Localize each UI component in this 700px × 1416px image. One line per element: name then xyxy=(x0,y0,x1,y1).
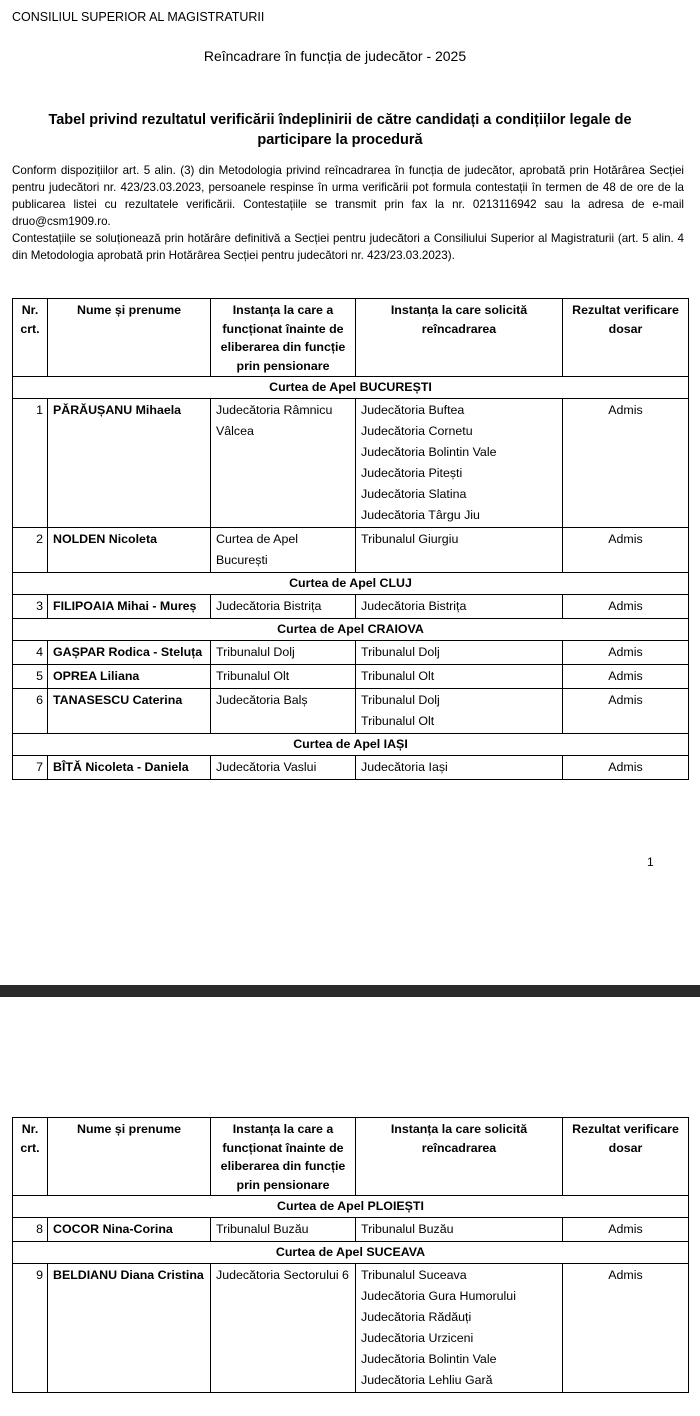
verification-result: Admis xyxy=(563,641,689,665)
verification-result: Admis xyxy=(563,528,689,573)
table-row xyxy=(13,528,689,573)
verification-result: Admis xyxy=(563,399,689,528)
requested-court: Tribunalul Olt xyxy=(361,714,435,728)
requested-courts xyxy=(356,641,563,665)
requested-court: Tribunalul Buzău xyxy=(361,1222,454,1236)
page-number: 1 xyxy=(647,855,654,869)
previous-court: Tribunalul Buzău xyxy=(211,1218,356,1242)
court-group-label: Curtea de Apel SUCEAVA xyxy=(13,1242,689,1264)
requested-courts xyxy=(356,756,563,780)
candidate-name: PĂRĂUȘANU Mihaela xyxy=(48,399,211,528)
table-row xyxy=(13,1264,689,1393)
candidate-name: NOLDEN Nicoleta xyxy=(48,528,211,573)
table-row xyxy=(13,641,689,665)
column-header-name: Nume și prenume xyxy=(48,299,211,377)
requested-court: Tribunalul Dolj xyxy=(361,645,440,659)
verification-result: Admis xyxy=(563,1264,689,1393)
requested-court: Judecătoria Târgu Jiu xyxy=(361,508,480,522)
requested-courts xyxy=(356,665,563,689)
court-group-label: Curtea de Apel BUCUREȘTI xyxy=(13,377,689,399)
court-group-row xyxy=(13,619,689,641)
requested-court: Judecătoria Bolintin Vale xyxy=(361,445,497,459)
previous-court: Judecătoria Vaslui xyxy=(211,756,356,780)
court-group-label: Curtea de Apel PLOIEȘTI xyxy=(13,1196,689,1218)
court-group-row xyxy=(13,1242,689,1264)
table-row xyxy=(13,1218,689,1242)
verification-result: Admis xyxy=(563,1218,689,1242)
row-number: 7 xyxy=(13,756,48,780)
requested-court: Tribunalul Dolj xyxy=(361,693,440,707)
requested-court: Judecătoria Pitești xyxy=(361,466,463,480)
intro-paragraph-1: Conform dispozițiilor art. 5 alin. (3) din Metodologia privind reîncadrarea în funcția de judecător, aprobată prin Hotărârea Secției pentru judecători nr. 423/23.03.2023, persoanele respinse în urma verificării pot formula contestații în termen de 48 de ore de la publicarea listei cu rezultatele verificării. Contestațiile se transmit prin fax la nr. 0213116942 sau la adresa de e-mail druo@csm1909.ro. xyxy=(12,164,684,228)
requested-court: Judecătoria Bolintin Vale xyxy=(361,1352,497,1366)
column-header-prev-court: Instanța la care a funcționat înainte de eliberarea din funcție prin pensionare xyxy=(211,299,356,377)
candidate-name: COCOR Nina-Corina xyxy=(48,1218,211,1242)
candidate-name: BÎTĂ Nicoleta - Daniela xyxy=(48,756,211,780)
row-number: 8 xyxy=(13,1218,48,1242)
previous-court: Tribunalul Olt xyxy=(211,665,356,689)
requested-court: Tribunalul Giurgiu xyxy=(361,532,459,546)
table-title: Tabel privind rezultatul verificării îndeplinirii de către candidați a condițiilor legale de participare la procedură xyxy=(48,112,632,148)
requested-courts xyxy=(356,528,563,573)
column-header-result: Rezultat verificare dosar xyxy=(563,1118,689,1196)
court-group-row xyxy=(13,377,689,399)
requested-court: Judecătoria Slatina xyxy=(361,487,467,501)
requested-courts xyxy=(356,689,563,734)
requested-court: Judecătoria Iași xyxy=(361,760,448,774)
requested-court: Tribunalul Olt xyxy=(361,669,435,683)
row-number: 4 xyxy=(13,641,48,665)
requested-court: Judecătoria Lehliu Gară xyxy=(361,1373,493,1387)
column-header-prev-court: Instanța la care a funcționat înainte de eliberarea din funcție prin pensionare xyxy=(211,1118,356,1196)
verification-result: Admis xyxy=(563,665,689,689)
requested-courts xyxy=(356,595,563,619)
previous-court: Judecătoria Bistrița xyxy=(211,595,356,619)
requested-court: Tribunalul Suceava xyxy=(361,1268,467,1282)
requested-court: Judecătoria Bistrița xyxy=(361,599,467,613)
document-subtitle: Reîncadrare în funcția de judecător - 2025 xyxy=(203,48,467,64)
candidate-name: GAȘPAR Rodica - Steluța xyxy=(48,641,211,665)
intro-text xyxy=(12,162,684,264)
candidate-name: FILIPOAIA Mihai - Mureș xyxy=(48,595,211,619)
requested-courts xyxy=(356,1264,563,1393)
row-number: 5 xyxy=(13,665,48,689)
table-row xyxy=(13,689,689,734)
requested-court: Judecătoria Rădăuți xyxy=(361,1310,472,1324)
table-row xyxy=(13,399,689,528)
candidate-name: BELDIANU Diana Cristina xyxy=(48,1264,211,1393)
requested-court: Judecătoria Urziceni xyxy=(361,1331,474,1345)
previous-court: Judecătoria Balș xyxy=(211,689,356,734)
requested-court: Judecătoria Cornetu xyxy=(361,424,473,438)
row-number: 1 xyxy=(13,399,48,528)
requested-court: Judecătoria Buftea xyxy=(361,403,465,417)
table-row xyxy=(13,665,689,689)
court-group-label: Curtea de Apel CLUJ xyxy=(13,573,689,595)
organization-name: CONSILIUL SUPERIOR AL MAGISTRATURII xyxy=(12,10,265,24)
table-row xyxy=(13,756,689,780)
column-header-req-court: Instanța la care solicită reîncadrarea xyxy=(356,1118,563,1196)
requested-courts xyxy=(356,399,563,528)
row-number: 6 xyxy=(13,689,48,734)
previous-court: Tribunalul Dolj xyxy=(211,641,356,665)
column-header-req-court: Instanța la care solicită reîncadrarea xyxy=(356,299,563,377)
verification-result: Admis xyxy=(563,595,689,619)
column-header-name: Nume și prenume xyxy=(48,1118,211,1196)
column-header-result: Rezultat verificare dosar xyxy=(563,299,689,377)
court-group-label: Curtea de Apel IAȘI xyxy=(13,734,689,756)
requested-court: Judecătoria Gura Humorului xyxy=(361,1289,516,1303)
court-group-row xyxy=(13,1196,689,1218)
previous-court: Judecătoria Sectorului 6 xyxy=(211,1264,356,1393)
row-number: 3 xyxy=(13,595,48,619)
column-header-nr: Nr. crt. xyxy=(13,299,48,377)
results-table-page-2 xyxy=(12,1117,689,1393)
verification-result: Admis xyxy=(563,689,689,734)
candidate-name: OPREA Liliana xyxy=(48,665,211,689)
court-group-label: Curtea de Apel CRAIOVA xyxy=(13,619,689,641)
table-row xyxy=(13,595,689,619)
page-separator xyxy=(0,985,700,997)
results-table-page-1 xyxy=(12,298,689,780)
requested-courts xyxy=(356,1218,563,1242)
intro-paragraph-2: Contestațiile se soluționează prin hotărâre definitivă a Secției pentru judecători a Consiliului Superior al Magistraturii (art. 5 alin. 4 din Metodologia aprobată prin Hotărârea Secției pentru judecători nr. 423/23.03.2023). xyxy=(12,232,684,262)
candidate-name: TANASESCU Caterina xyxy=(48,689,211,734)
court-group-row xyxy=(13,573,689,595)
column-header-nr: Nr. crt. xyxy=(13,1118,48,1196)
row-number: 2 xyxy=(13,528,48,573)
previous-court: Judecătoria Râmnicu Vâlcea xyxy=(211,399,356,528)
previous-court: Curtea de Apel București xyxy=(211,528,356,573)
verification-result: Admis xyxy=(563,756,689,780)
row-number: 9 xyxy=(13,1264,48,1393)
court-group-row xyxy=(13,734,689,756)
